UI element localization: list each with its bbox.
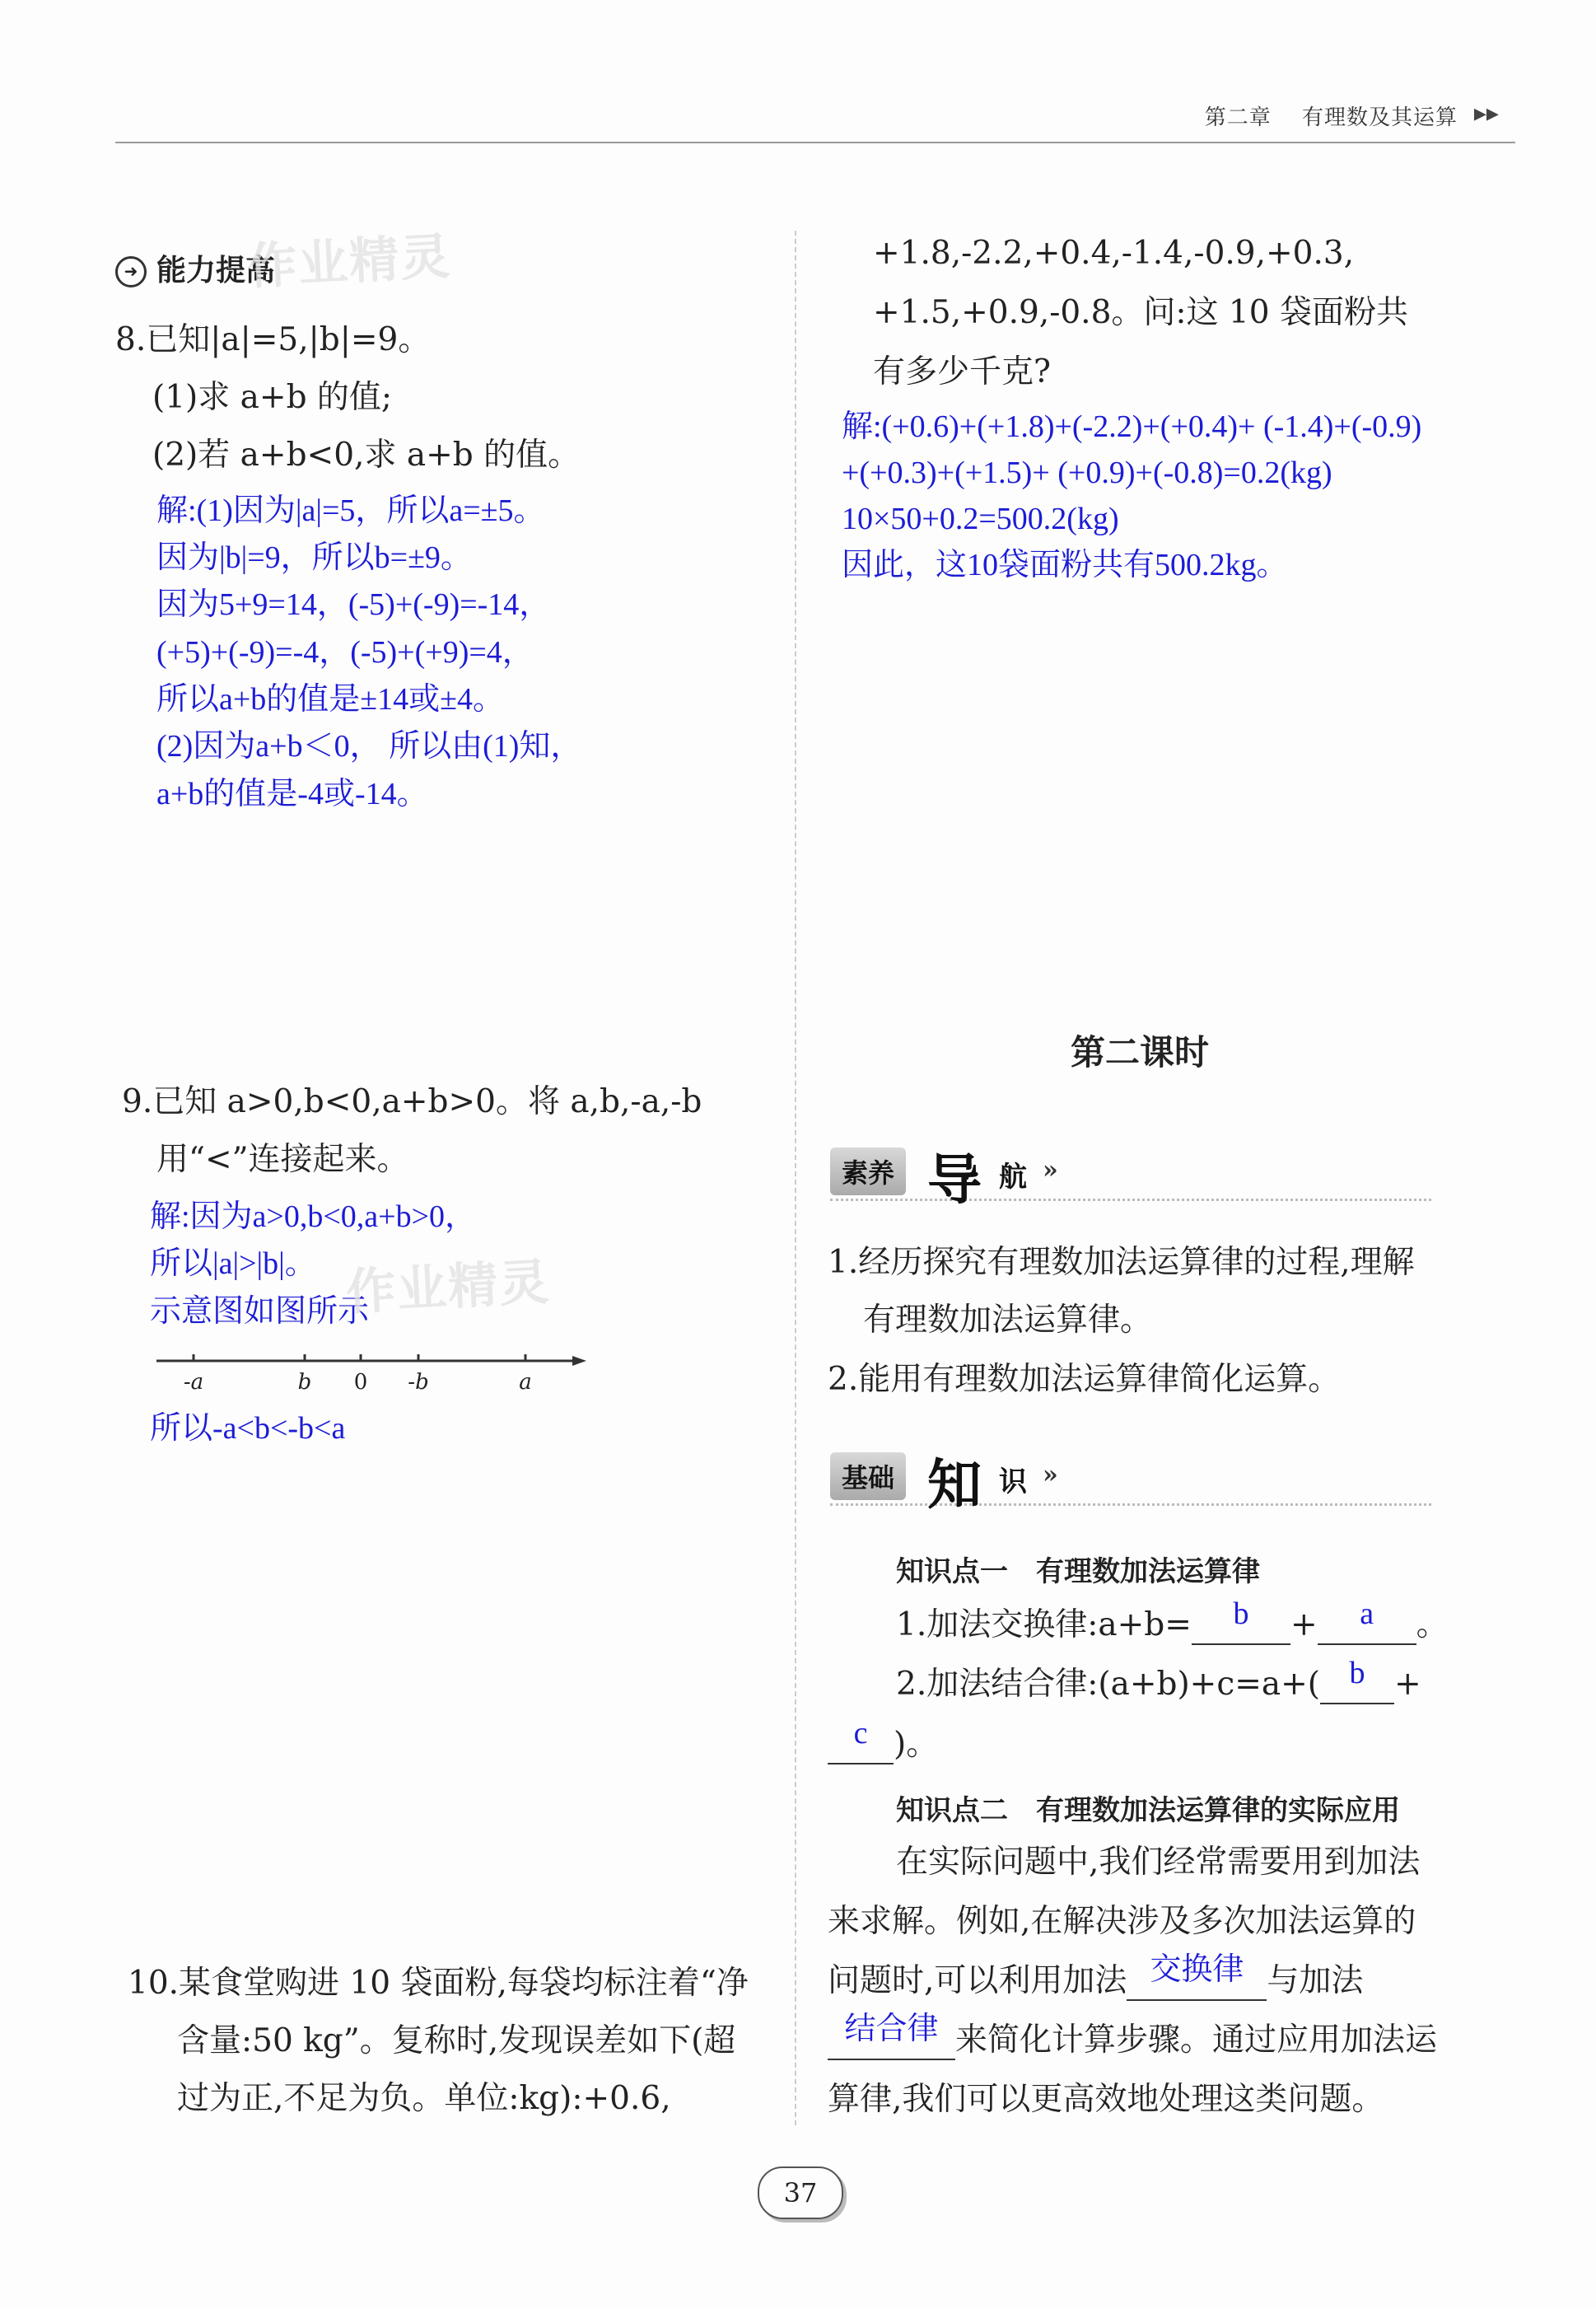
- q10-answer-line: 因此，这10袋面粉共有500.2kg。: [842, 548, 1288, 582]
- q10-answer-line: +(+0.3)+(+1.5)+ (+0.9)+(-0.8)=0.2(kg): [842, 456, 1332, 490]
- q9-answer-line: 解:因为a>0,b<0,a+b>0，: [150, 1199, 477, 1234]
- kp2-line4-suffix: 来简化计算步骤。通过应用加法运: [955, 2022, 1438, 2059]
- kp1-commutative-line: [896, 1596, 1449, 1645]
- banner-small-char: 识: [999, 1465, 1027, 1498]
- chapter-title: 有理数及其运算: [1301, 105, 1458, 130]
- banner-big-char: 导: [927, 1147, 982, 1212]
- q9-line2: 用“<”连接起来。: [156, 1141, 409, 1178]
- watermark: 作业精灵: [344, 1253, 552, 1322]
- answer-blank: [828, 1715, 894, 1764]
- q8-stem: 8.已知|a|=5,|b|=9。: [115, 321, 431, 358]
- q8-answer-line: (2)因为a+b＜0， 所以由(1)知，: [156, 729, 582, 764]
- answer-blank: [1320, 1655, 1394, 1704]
- number-line-arrowhead: [572, 1356, 586, 1366]
- header-text: [1182, 100, 1458, 131]
- answer-text: 结合律: [844, 2011, 939, 2046]
- answer-text: 交换律: [1150, 1951, 1244, 1987]
- banner-literacy-guide: [830, 1141, 1431, 1212]
- answer-blank: [828, 2011, 955, 2060]
- q8-part2: (2)若 a+b<0,求 a+b 的值。: [152, 437, 581, 474]
- q9-answer-line: 所以|a|>|b|。: [150, 1246, 316, 1281]
- knowledge-point-2-title: 知识点二 有理数加法运算律的实际应用: [896, 1794, 1400, 1827]
- page-number: 37: [758, 2166, 843, 2219]
- q10-cont-line: +1.8,-2.2,+0.4,-1.4,-0.9,+0.3,: [873, 235, 1355, 272]
- q8-answer-line: 所以a+b的值是±14或±4。: [156, 682, 505, 717]
- answer-text: a: [1360, 1596, 1374, 1631]
- q9-conclusion: 所以-a<b<-b<a: [150, 1411, 346, 1446]
- label-neg-a: -a: [183, 1370, 204, 1395]
- label-zero: 0: [353, 1370, 368, 1395]
- kp2-line3-suffix: 与加法: [1267, 1962, 1364, 1999]
- kp2-line5: 算律,我们可以更高效地处理这类问题。: [828, 2081, 1384, 2118]
- kp2-line: 来求解。例如,在解决涉及多次加法运算的: [828, 1903, 1416, 1940]
- q10-cont-line: 有多少千克?: [873, 353, 1051, 390]
- answer-blank: [1192, 1596, 1290, 1645]
- double-chevron-right-icon: »: [1043, 1461, 1058, 1489]
- banner-box-text: 素养: [830, 1147, 906, 1195]
- knowledge-point-1-title: 知识点一 有理数加法运算律: [896, 1555, 1260, 1588]
- answer-text: b: [1233, 1596, 1249, 1631]
- banner-small-char: 航: [999, 1161, 1027, 1194]
- kp1-line2-plus: +: [1394, 1666, 1421, 1703]
- q10-answer-line: 解:(+0.6)+(+1.8)+(-2.2)+(+0.4)+ (-1.4)+(-0.9): [842, 409, 1422, 444]
- q8-answer-line: 解:(1)因为|a|=5，所以a=±5。: [156, 493, 545, 528]
- q10-cont-line: +1.5,+0.9,-0.8。问:这 10 袋面粉共: [873, 294, 1408, 331]
- kp2-line3: [828, 1951, 1364, 2001]
- goal-line: 有理数加法运算律。: [863, 1302, 1153, 1339]
- q10-line: 含量:50 kg”。复称时,发现误差如下(超: [177, 2022, 736, 2059]
- watermark: 作业精灵: [245, 227, 453, 297]
- kp1-associative-line: [896, 1655, 1421, 1704]
- goal-line: 2.能用有理数加法运算律简化运算。: [828, 1361, 1341, 1398]
- kp1-associative-cont: [828, 1715, 939, 1764]
- kp1-line3-end: )。: [894, 1726, 939, 1763]
- answer-text: b: [1349, 1655, 1365, 1690]
- label-a: a: [519, 1370, 532, 1395]
- q10-line: 10.某食堂购进 10 袋面粉,每袋均标注着“净: [128, 1965, 749, 2002]
- label-b: b: [297, 1370, 312, 1395]
- page-header: [115, 92, 1515, 143]
- double-chevron-right-icon: »: [1043, 1156, 1058, 1185]
- label-neg-b: -b: [408, 1370, 429, 1395]
- q8-answer-line: 因为5+9=14，(-5)+(-9)=-14，: [156, 587, 551, 622]
- kp1-line1-end: 。: [1416, 1606, 1449, 1643]
- answer-text: c: [853, 1715, 868, 1750]
- banner-box-text: 基础: [830, 1452, 906, 1500]
- kp2-line: 在实际问题中,我们经常需要用到加法: [896, 1844, 1421, 1881]
- q8-answer-line: (+5)+(-9)=-4，(-5)+(+9)=4，: [156, 635, 534, 670]
- q8-part1: (1)求 a+b 的值;: [152, 379, 393, 416]
- number-line-diagram: [156, 1343, 601, 1417]
- kp2-line3-prefix: 问题时,可以利用加法: [828, 1962, 1127, 1999]
- banner-basic-knowledge: [830, 1446, 1431, 1517]
- kp2-line4: [828, 2011, 1438, 2060]
- q10-answer-line: 10×50+0.2=500.2(kg): [842, 502, 1119, 536]
- goal-line: 1.经历探究有理数加法运算律的过程,理解: [828, 1244, 1415, 1281]
- answer-blank: [1127, 1951, 1267, 2001]
- q10-line: 过为正,不足为负。单位:kg):+0.6,: [177, 2080, 671, 2117]
- q9-answer-line: 示意图如图所示: [150, 1294, 370, 1329]
- q8-answer-line: a+b的值是-4或-14。: [156, 777, 428, 811]
- answer-blank: [1318, 1596, 1416, 1645]
- section-label: 能力提高: [156, 254, 276, 287]
- double-chevron-right-icon: ▸▸: [1473, 99, 1499, 128]
- q9-line1: 9.已知 a>0,b<0,a+b>0。将 a,b,-a,-b: [122, 1083, 702, 1120]
- kp1-line1-prefix: 1.加法交换律:a+b=: [896, 1606, 1192, 1643]
- kp1-line1-plus: +: [1290, 1606, 1318, 1643]
- lesson-title: 第二课时: [1071, 1032, 1210, 1073]
- banner-big-char: 知: [927, 1452, 982, 1517]
- kp1-line2-prefix: 2.加法结合律:(a+b)+c=a+(: [896, 1666, 1321, 1703]
- column-divider: [795, 231, 796, 2125]
- q8-answer-line: 因为|b|=9，所以b=±9。: [156, 540, 472, 575]
- arrow-circle-icon: ➜: [115, 256, 147, 287]
- chapter-label: 第二章: [1204, 105, 1272, 130]
